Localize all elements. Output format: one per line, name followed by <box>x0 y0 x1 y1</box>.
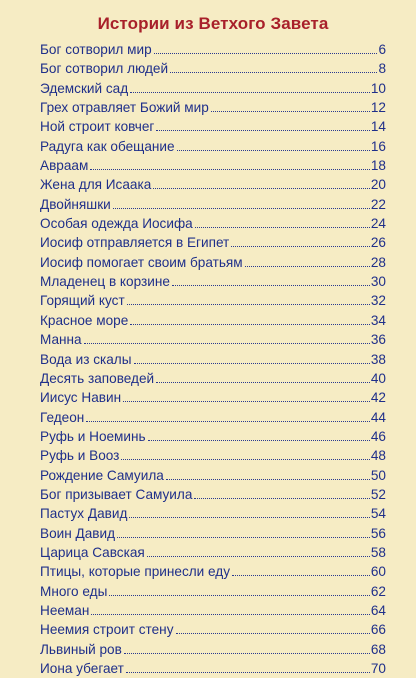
dotted-leader <box>231 246 370 247</box>
toc-entry <box>40 291 386 310</box>
toc-entry-page-number: 14 <box>370 119 386 135</box>
toc-entry-title: Бог сотворил мир <box>40 42 152 57</box>
toc-entry-page-number: 34 <box>370 312 386 328</box>
toc-entry-page-number: 58 <box>370 544 386 560</box>
toc-entry-title: Рождение Самуила <box>40 467 164 483</box>
dotted-leader <box>113 208 370 209</box>
dotted-leader <box>172 285 370 286</box>
toc-entry-title: Иисус Навин <box>40 390 122 406</box>
toc-entry-page-number: 20 <box>370 177 386 193</box>
toc-entry-page-number: 52 <box>370 486 386 502</box>
toc-entry-title: Десять заповедей <box>40 370 155 386</box>
dotted-leader <box>127 304 370 305</box>
toc-entry <box>40 156 386 175</box>
dotted-leader <box>245 266 370 267</box>
toc-entry <box>40 59 386 78</box>
toc-entry <box>40 330 386 349</box>
toc-entry-title: Жена для Исаака <box>40 177 152 193</box>
toc-entry <box>40 117 386 136</box>
toc-entry-page-number: 26 <box>370 235 386 251</box>
toc-entry-page-number: 16 <box>370 138 386 154</box>
toc-title: Истории из Ветхого Завета <box>97 14 329 33</box>
toc-entry-title: Ной строит ковчег <box>40 119 155 135</box>
toc-entry <box>40 272 386 291</box>
toc-entry-title: Пастух Давид <box>40 506 128 522</box>
toc-entry <box>40 350 386 369</box>
toc-entry-title: Руфь и Вооз <box>40 448 120 464</box>
dotted-leader <box>86 421 370 422</box>
toc-entry-page-number: 46 <box>370 428 386 444</box>
dotted-leader <box>177 150 370 151</box>
toc-entry <box>40 504 386 523</box>
dotted-leader <box>84 343 370 344</box>
toc-entry-page-number: 18 <box>370 158 386 174</box>
toc-entry <box>40 543 386 562</box>
toc-entry-title: Руфь и Ноеминь <box>40 428 146 444</box>
toc-entry-page-number: 40 <box>370 370 386 386</box>
toc-entry-page-number: 6 <box>378 42 386 57</box>
toc-entry-page-number: 56 <box>370 525 386 541</box>
toc-entry-page-number: 12 <box>370 100 386 116</box>
toc-entry <box>40 582 386 601</box>
dotted-leader <box>156 382 370 383</box>
dotted-leader <box>153 188 370 189</box>
toc-entry-page-number: 28 <box>370 254 386 270</box>
toc-entry <box>40 620 386 639</box>
toc-entry-title: Неемия строит стену <box>40 622 174 638</box>
toc-entry <box>40 562 386 581</box>
dotted-leader <box>232 575 370 576</box>
toc-entry-page-number: 30 <box>370 274 386 290</box>
toc-entry-title: Воин Давид <box>40 525 116 541</box>
toc-entry <box>40 137 386 156</box>
toc-entry-page-number: 62 <box>370 583 386 599</box>
dotted-leader <box>124 653 370 654</box>
toc-entry-page-number: 68 <box>370 641 386 657</box>
toc-entry <box>40 601 386 620</box>
toc-entry <box>40 659 386 678</box>
dotted-leader <box>176 633 370 634</box>
toc-entry <box>40 446 386 465</box>
toc-entry-title: Манна <box>40 332 82 348</box>
toc-entry-title: Иосиф помогает своим братьям <box>40 254 243 270</box>
toc-entry <box>40 175 386 194</box>
toc-entry <box>40 233 386 252</box>
toc-entry-page-number: 32 <box>370 293 386 309</box>
dotted-leader <box>195 227 370 228</box>
toc-entry-page-number: 44 <box>370 409 386 425</box>
toc-entry-page-number: 22 <box>370 196 386 212</box>
toc-entry <box>40 98 386 117</box>
toc-entry <box>40 524 386 543</box>
dotted-leader <box>148 440 370 441</box>
toc-entry-page-number: 60 <box>370 564 386 580</box>
toc-entry <box>40 388 386 407</box>
toc-entry-page-number: 38 <box>370 351 386 367</box>
toc-entry-page-number: 36 <box>370 332 386 348</box>
toc-entry-title: Красное море <box>40 312 129 328</box>
toc-entry <box>40 485 386 504</box>
toc-entry-title: Бог сотворил людей <box>40 61 169 77</box>
toc-entry <box>40 640 386 659</box>
toc-entry <box>40 427 386 446</box>
dotted-leader <box>147 556 370 557</box>
dotted-leader <box>156 130 370 131</box>
toc-entry-title: Радуга как обещание <box>40 138 175 154</box>
toc-entry-title: Бог призывает Самуила <box>40 486 193 502</box>
dotted-leader <box>170 72 377 73</box>
toc-entry-title: Грех отравляет Божий мир <box>40 100 209 116</box>
toc-entry-title: Особая одежда Иосифа <box>40 216 193 232</box>
toc-entry-page-number: 42 <box>370 390 386 406</box>
toc-entry-title: Птицы, которые принесли еду <box>40 564 231 580</box>
dotted-leader <box>154 53 378 54</box>
toc-entry-title: Царица Савская <box>40 544 145 560</box>
toc-entry <box>40 40 386 59</box>
toc-entry-page-number: 48 <box>370 448 386 464</box>
toc-entry-page-number: 50 <box>370 467 386 483</box>
dotted-leader <box>166 479 370 480</box>
toc-entry-title: Горящий куст <box>40 293 125 309</box>
dotted-leader <box>90 169 370 170</box>
toc-entry <box>40 408 386 427</box>
dotted-leader <box>130 92 370 93</box>
dotted-leader <box>194 498 369 499</box>
toc-entry <box>40 195 386 214</box>
toc-entry-page-number: 66 <box>370 622 386 638</box>
dotted-leader <box>134 363 370 364</box>
toc-entry <box>40 311 386 330</box>
dotted-leader <box>130 324 370 325</box>
dotted-leader <box>121 459 369 460</box>
dotted-leader <box>123 401 370 402</box>
toc-entry-title: Иосиф отправляется в Египет <box>40 235 230 251</box>
dotted-leader <box>211 111 370 112</box>
toc-entry <box>40 369 386 388</box>
toc-entry <box>40 466 386 485</box>
toc-entry-page-number: 64 <box>370 602 386 618</box>
toc-entry-page-number: 70 <box>370 661 386 676</box>
toc-entry-page-number: 10 <box>370 80 386 96</box>
dotted-leader <box>91 614 370 615</box>
toc-entry-page-number: 54 <box>370 506 386 522</box>
toc-entry-title: Нееман <box>40 602 90 618</box>
toc-entry-title: Гедеон <box>40 409 85 425</box>
toc-entry-title: Авраам <box>40 158 89 174</box>
toc-entry-title: Двойняшки <box>40 196 111 212</box>
toc-entry-title: Младенец в корзине <box>40 274 170 290</box>
toc-entry-title: Иона убегает <box>40 661 124 676</box>
toc-entry-title: Львиный ров <box>40 641 122 657</box>
toc-list <box>40 40 386 678</box>
dotted-leader <box>117 537 370 538</box>
toc-entry-title: Эдемский сад <box>40 80 129 96</box>
dotted-leader <box>109 595 370 596</box>
toc-entry-page-number: 8 <box>378 61 386 77</box>
toc-entry-title: Вода из скалы <box>40 351 132 367</box>
toc-entry <box>40 214 386 233</box>
dotted-leader <box>126 672 370 673</box>
toc-entry-page-number: 24 <box>370 216 386 232</box>
toc-entry <box>40 253 386 272</box>
toc-entry-title: Много еды <box>40 583 108 599</box>
dotted-leader <box>129 517 369 518</box>
toc-entry <box>40 79 386 98</box>
